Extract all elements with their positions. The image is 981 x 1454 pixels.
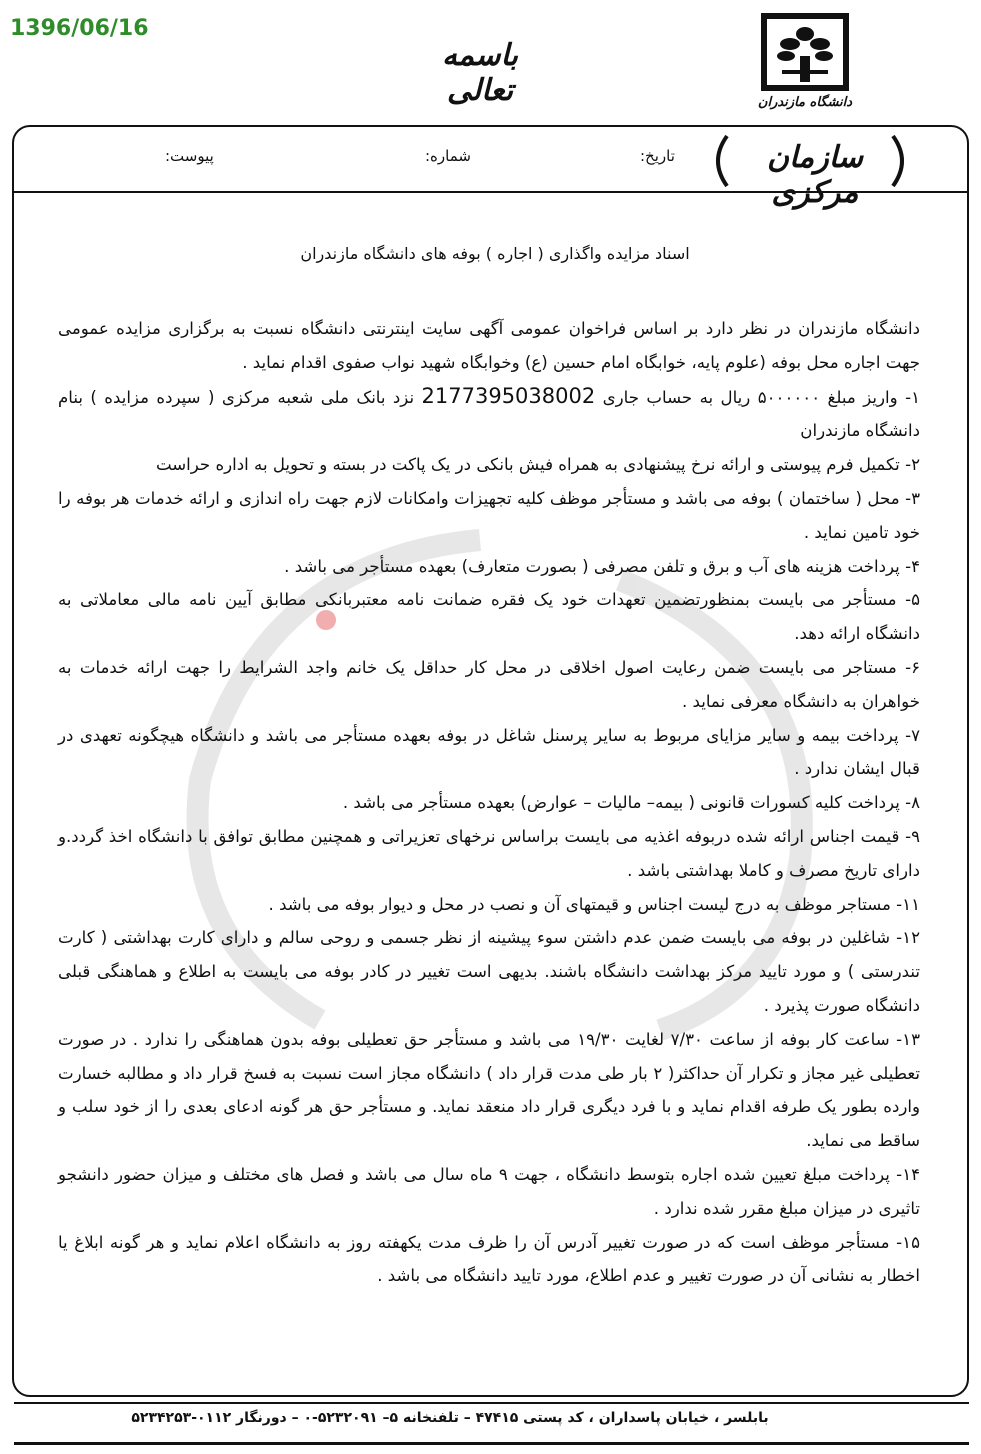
clause-13: ۱۳- ساعت کار بوفه از ساعت ۷/۳۰ لغایت ۱۹/۳۰ می باشد و مستأجر حق تعطیلی بوفه بدون هماهنگی را ندارد . در صورت تعطیلی غیر مجاز و تکرار آن حداکثر( ۲ بار طی مدت قرار داد ) دانشگاه مجاز است نسبت به فسخ قرار داد و مطالبه خسارت وارده بطور یک طرفه اقدام نماید و با فرد دیگری قرار داد منعقد نماید. و مستأجر حق هر گونه ادعای بعدی را از خود سلب و ساقط می نماید. bbox=[58, 1029, 920, 1151]
org-name: سازمان مرکزی bbox=[766, 140, 863, 210]
clause-14: ۱۴- پرداخت مبلغ تعیین شده اجاره بتوسط دانشگاه ، جهت ۹ ماه سال می باشد و فصل های مختلف و میزان حضور دانشجو تاثیری در میزان مبلغ مقرر شده ندارد . bbox=[58, 1164, 921, 1218]
clause-6: ۶- مستاجر می بایست ضمن رعایت اصول اخلاقی در محل کار حداقل یک خانم واجد الشرایط را جهت ارائه خدمات به خواهران به دانشگاه معرفی نماید . bbox=[58, 657, 920, 711]
clause-8: ۸- پرداخت کلیه کسورات قانونی ( بیمه– مالیات – عوارض) بعهده مستأجر می باشد . bbox=[342, 793, 920, 813]
logo-caption: دانشگاه مازندران bbox=[757, 95, 853, 110]
footer-divider bbox=[14, 1402, 969, 1404]
clause-4: ۴- پرداخت هزینه های آب و برق و تلفن مصرفی ( بصورت متعارف) بعهده مستأجر می باشد . bbox=[284, 556, 920, 576]
account-number: 2177395038002 bbox=[421, 383, 596, 408]
clause-11: ۱۱- مستاجر موظف به درج لیست اجناس و قیمتهای آن و نصب در محل و دیوار بوفه می باشد . bbox=[268, 894, 920, 914]
clause-7: ۷- پرداخت بیمه و سایر مزایای مربوط به سایر پرسنل شاغل در بوفه بعهده مستأجر می باشد و دانشگاه هیچگونه تعهدی در قبال ایشان ندارد . bbox=[58, 725, 920, 779]
date-label: تاریخ: bbox=[640, 147, 675, 165]
date-stamp: 1396/06/16 bbox=[10, 16, 149, 41]
clause-1 bbox=[58, 380, 920, 449]
clause-1-start: ۱- واریز مبلغ ۵۰۰۰۰۰۰ ریال به حساب جاری bbox=[602, 387, 920, 407]
bismillah-heading: باسمه تعالی bbox=[441, 38, 519, 108]
clause-2: ۲- تکمیل فرم پیوستی و ارائه نرخ پیشنهادی به همراه فیش بانکی در یک پاکت در بسته و تحویل به اداره حراست bbox=[155, 455, 920, 475]
clause-5: ۵- مستأجر می بایست بمنظورتضمین تعهدات خود یک فقره ضمانت نامه معتبربانکی مطابق آیین نامه مالی معاملاتی به دانشگاه ارائه دهد. bbox=[58, 590, 920, 644]
clause-3: ۳- محل ( ساختمان ) بوفه می باشد و مستأجر موظف کلیه تجهیزات وامکانات لازم جهت راه اندازی و ارائه خدمات هر بوفه را خود تامین نماید . bbox=[58, 488, 920, 542]
number-label: شماره: bbox=[425, 147, 471, 165]
clause-15: ۱۵- مستأجر موظف است که در صورت تغییر آدرس آن را ظرف مدت یکهفته روز به دانشگاه اعلام نماید و هر گونه ابلاغ یا اخطار به نشانی آن در صورت تغییر و عدم اطلاع، مورد تایید دانشگاه می باشد . bbox=[58, 1232, 920, 1286]
clause-12: ۱۲- شاغلین در بوفه می بایست ضمن عدم داشتن سوء پیشینه از نظر جسمی و روحی سالم و دارای کارت بهداشتی ( کارت تندرستی ) و مورد تایید مرکز بهداشت دانشگاه باشند. بدیهی است تغییر در کادر بوفه می بایست به اطلاع و هماهنگی قبلی دانشگاه صورت پذیرد . bbox=[58, 928, 920, 1015]
attachment-label: پیوست: bbox=[165, 147, 214, 165]
bottom-divider bbox=[14, 1442, 969, 1445]
clause-1-end: نزد بانک ملی شعبه مرکزی ( سپرده مزایده ) بنام دانشگاه مازندران bbox=[58, 387, 920, 441]
footer-address: بابلسر ، خیابان پاسداران ، کد پستی ۴۷۴۱۵ – تلفنخانه ۵– ۵۲۳۲۰۹۱-۰ – دورنگار ۰۱۱۲-۵۲۳۴۲۵۳ bbox=[131, 1410, 769, 1426]
document-body bbox=[58, 312, 920, 1293]
clause-9: ۹- قیمت اجناس ارائه شده دربوفه اغذیه می بایست براساس نرخهای تعزیراتی و همچنین مطابق توافق با دانشگاه اخذ گردد.و دارای تاریخ مصرف و کاملا بهداشتی باشد . bbox=[58, 826, 920, 880]
university-logo-icon bbox=[760, 12, 850, 92]
document-title: اسناد مزایده واگذاری ( اجاره ) بوفه های دانشگاه مازندران bbox=[300, 244, 690, 263]
intro-paragraph: دانشگاه مازندران در نظر دارد بر اساس فراخوان عمومی آگهی سایت اینترنتی دانشگاه نسبت به برگزاری مزایده عمومی جهت اجاره محل بوفه (علوم پایه، خوابگاه امام حسین (ع) وخوابگاه شهید نواب صفوی اقدام نماید . bbox=[58, 319, 920, 372]
